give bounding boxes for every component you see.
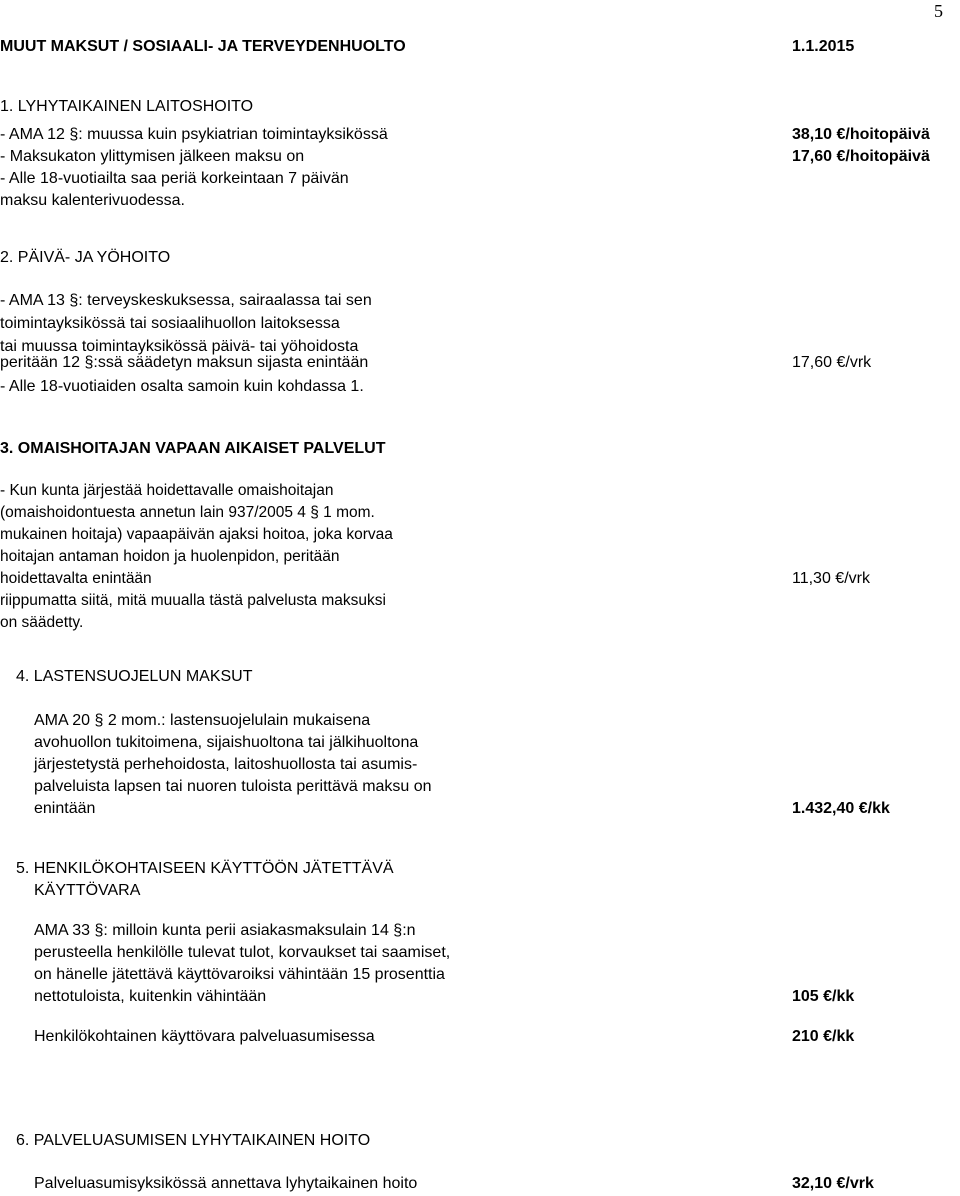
section-3-heading: 3. OMAISHOITAJAN VAPAAN AIKAISET PALVELUT — [0, 440, 386, 457]
section-4-line: avohuollon tukitoimena, sijaishuoltona tai jälkihuoltona — [34, 734, 419, 751]
section-1-price: 38,10 €/hoitopäivä — [792, 126, 930, 143]
section-1-line: - AMA 12 §: muussa kuin psykiatrian toimintayksikössä — [0, 126, 388, 143]
section-3-line: on säädetty. — [0, 614, 84, 631]
section-3-line: hoidettavalta enintään — [0, 570, 152, 587]
section-3-line: - Kun kunta järjestää hoidettavalle omaishoitajan — [0, 482, 334, 499]
section-2-line: toimintayksikössä tai sosiaalihuollon laitoksessa — [0, 315, 340, 332]
section-1-price: 17,60 €/hoitopäivä — [792, 148, 930, 165]
section-4-line: AMA 20 § 2 mom.: lastensuojelulain mukaisena — [34, 712, 371, 729]
section-2-heading: 2. PÄIVÄ- JA YÖHOITO — [0, 249, 171, 266]
section-5-heading: KÄYTTÖVARA — [34, 882, 141, 899]
section-5-line: nettotuloista, kuitenkin vähintään — [34, 988, 267, 1005]
section-1-line: - Alle 18-vuotiailta saa periä korkeintaan 7 päivän — [0, 170, 349, 187]
section-4-line: järjestetystä perhehoidosta, laitoshuollosta tai asumis- — [34, 756, 418, 773]
page-date: 1.1.2015 — [792, 38, 855, 55]
section-5-price: 105 €/kk — [792, 988, 855, 1005]
section-5-line: on hänelle jätettävä käyttövaroiksi vähintään 15 prosenttia — [34, 966, 445, 983]
section-5-line: perusteella henkilölle tulevat tulot, korvaukset tai saamiset, — [34, 944, 451, 961]
section-3-price: 11,30 €/vrk — [792, 570, 870, 587]
section-4-price: 1.432,40 €/kk — [792, 800, 890, 817]
section-2-line: peritään 12 §:ssä säädetyn maksun sijasta enintään — [0, 354, 369, 371]
section-3-line: hoitajan antaman hoidon ja huolenpidon, peritään — [0, 548, 340, 565]
section-3-line: mukainen hoitaja) vapaapäivän ajaksi hoitoa, joka korvaa — [0, 526, 393, 543]
section-6-price: 32,10 €/vrk — [792, 1175, 874, 1192]
section-4-line: palveluista lapsen tai nuoren tuloista perittävä maksu on — [34, 778, 432, 795]
section-5-heading: 5. HENKILÖKOHTAISEEN KÄYTTÖÖN JÄTETTÄVÄ — [16, 860, 394, 877]
section-1-line: - Maksukaton ylittymisen jälkeen maksu on — [0, 148, 305, 165]
section-3-line: riippumatta siitä, mitä muualla tästä palvelusta maksuksi — [0, 592, 386, 609]
section-2-price: 17,60 €/vrk — [792, 354, 872, 371]
section-5-line: Henkilökohtainen käyttövara palveluasumisessa — [34, 1028, 375, 1045]
page-number: 5 — [934, 1, 943, 21]
section-1-heading: 1. LYHYTAIKAINEN LAITOSHOITO — [0, 98, 254, 115]
section-1-line: maksu kalenterivuodessa. — [0, 192, 185, 209]
section-2-line: tai muussa toimintayksikössä päivä- tai yöhoidosta — [0, 338, 359, 355]
section-6-line: Palveluasumisyksikössä annettava lyhytaikainen hoito — [34, 1175, 418, 1192]
page-title: MUUT MAKSUT / SOSIAALI- JA TERVEYDENHUOLTO — [0, 38, 406, 55]
section-4-line: enintään — [34, 800, 96, 817]
section-5-price: 210 €/kk — [792, 1028, 855, 1045]
section-2-line: - Alle 18-vuotiaiden osalta samoin kuin kohdassa 1. — [0, 378, 364, 395]
section-3-line: (omaishoidontuesta annetun lain 937/2005 4 § 1 mom. — [0, 504, 375, 521]
section-6-heading: 6. PALVELUASUMISEN LYHYTAIKAINEN HOITO — [16, 1132, 371, 1149]
section-5-line: AMA 33 §: milloin kunta perii asiakasmaksulain 14 §:n — [34, 922, 416, 939]
section-2-line: - AMA 13 §: terveyskeskuksessa, sairaalassa tai sen — [0, 292, 372, 309]
section-4-heading: 4. LASTENSUOJELUN MAKSUT — [16, 668, 253, 685]
